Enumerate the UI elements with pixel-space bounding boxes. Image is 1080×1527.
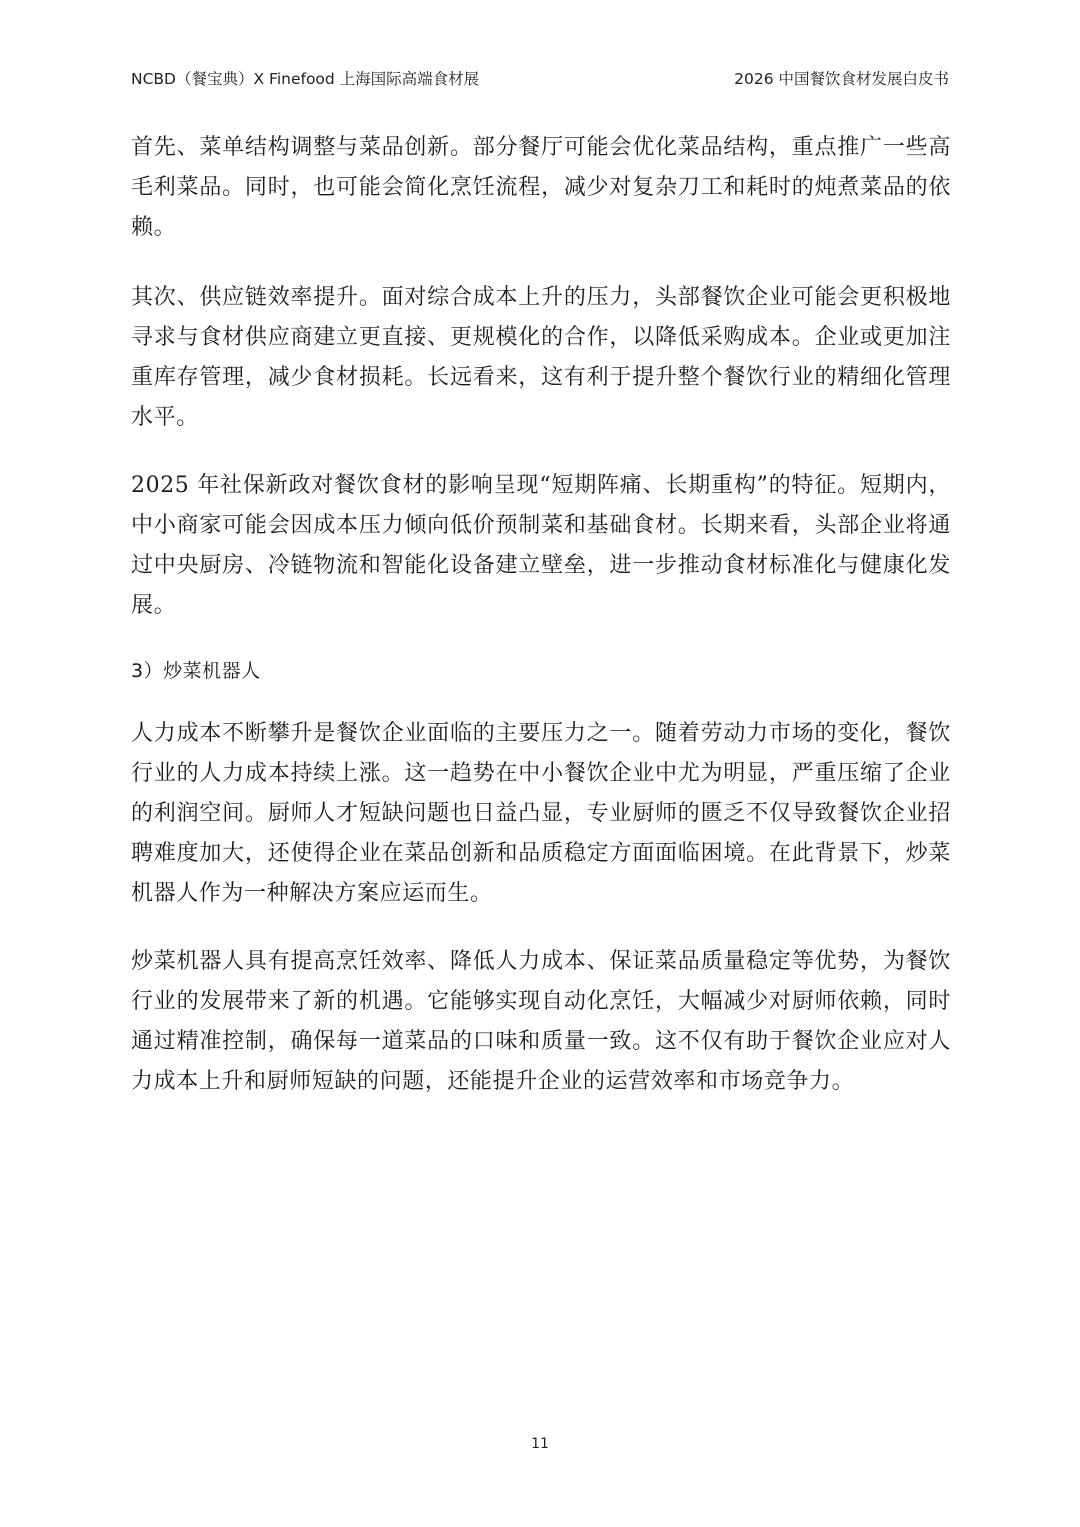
paragraph-social-security-policy: 2025 年社保新政对餐饮食材的影响呈现“短期阵痛、长期重构”的特征。短期内，中小商家可能会因成本压力倾向低价预制菜和基础食材。长期来看，头部企业将通过中央厨房、冷链物流和智能化设备建立壁垒，进一步推动食材标准化与健康化发展。 [131,473,951,618]
page-header [131,66,949,90]
paragraph-labor-cost: 人力成本不断攀升是餐饮企业面临的主要压力之一。随着劳动力市场的变化，餐饮行业的人力成本持续上涨。这一趋势在中小餐饮企业中尤为明显，严重压缩了企业的利润空间。厨师人才短缺问题也日益凸显，专业厨师的匮乏不仅导致餐饮企业招聘难度加大，还使得企业在菜品创新和品质稳定方面面临困境。在此背景下，炒菜机器人作为一种解决方案应运而生。 [131,721,951,906]
header-right-title: 2026 中国餐饮食材发展白皮书 [734,70,949,88]
paragraph-supply-chain: 其次、供应链效率提升。面对综合成本上升的压力，头部餐饮企业可能会更积极地寻求与食材供应商建立更直接、更规模化的合作，以降低采购成本。企业或更加注重库存管理，减少食材损耗。长远看来，这有利于提升整个餐饮行业的精细化管理水平。 [131,285,951,430]
page-number: 11 [531,1436,549,1452]
paragraph-menu-structure: 首先、菜单结构调整与菜品创新。部分餐厅可能会优化菜品结构，重点推广一些高毛利菜品。同时，也可能会简化烹饪流程，减少对复杂刀工和耗时的炖煮菜品的依赖。 [131,135,951,240]
section-heading-cooking-robot: 3）炒菜机器人 [131,660,261,682]
page-body [131,128,951,1130]
paragraph-robot-advantages: 炒菜机器人具有提高烹饪效率、降低人力成本、保证菜品质量稳定等优势，为餐饮行业的发展带来了新的机遇。它能够实现自动化烹饪，大幅减少对厨师依赖，同时通过精准控制，确保每一道菜品的口味和质量一致。这不仅有助于餐饮企业应对人力成本上升和厨师短缺的问题，还能提升企业的运营效率和市场竞争力。 [131,949,951,1094]
header-left-title: NCBD（餐宝典）X Finefood 上海国际高端食材展 [131,70,480,88]
